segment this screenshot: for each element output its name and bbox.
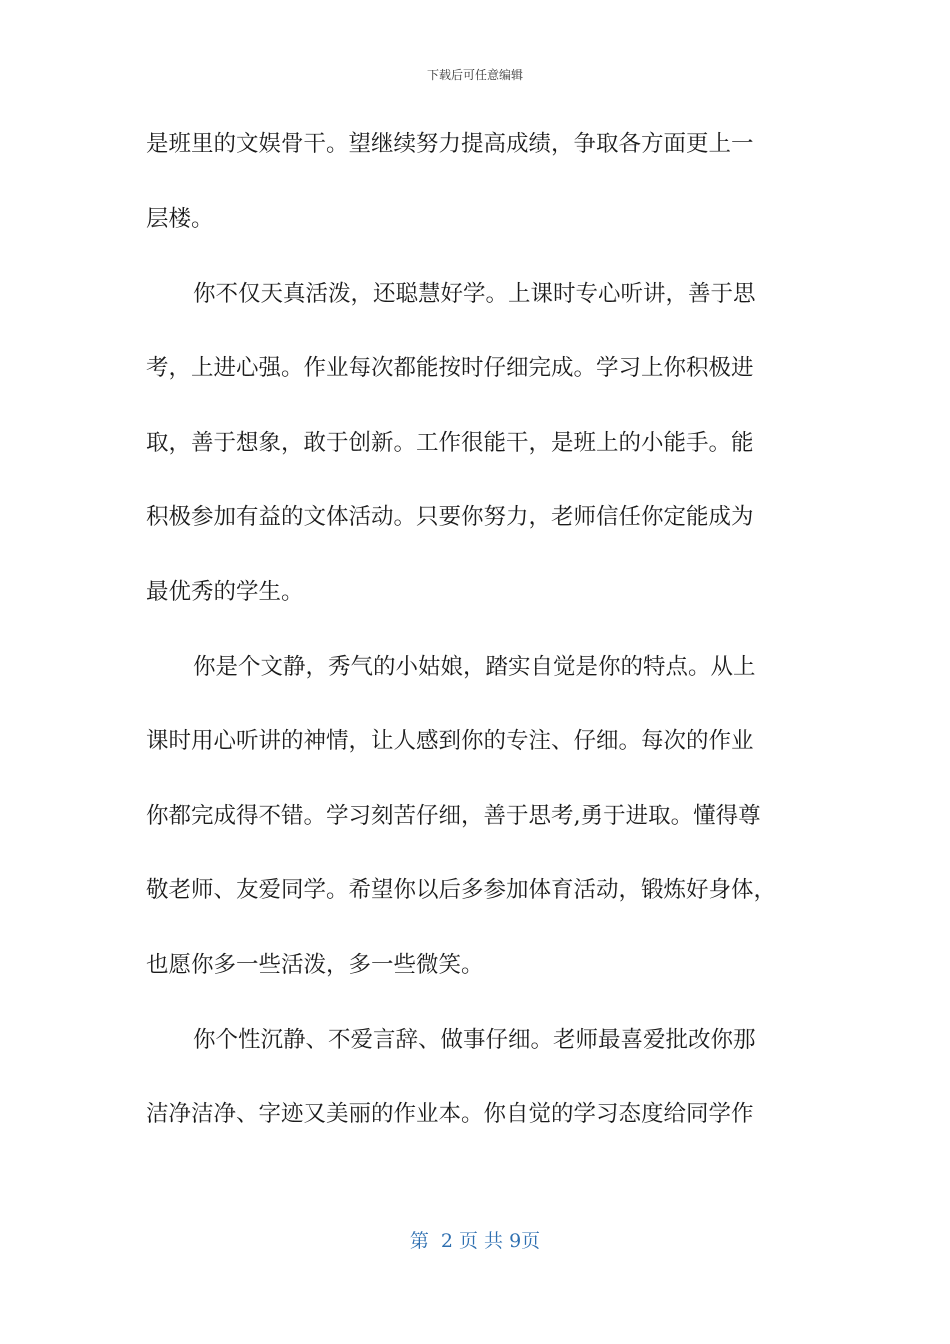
page-header: 下载后可任意编辑 <box>426 68 523 82</box>
paragraph-3-line-1: 你是个文静，秀气的小姑娘，踏实自觉是你的特点。从上 <box>193 653 756 680</box>
paragraph-2-line-4: 积极参加有益的文体活动。只要你努力，老师信任你定能成为 <box>146 504 754 530</box>
paragraph-3-line-4: 敬老师、友爱同学。希望你以后多参加体育活动，锻炼好身体， <box>146 877 777 903</box>
paragraph-2-line-2: 考，上进心强。作业每次都能按时仔细完成。学习上你积极进 <box>146 355 754 381</box>
paragraph-4-line-1: 你个性沉静、不爱言辞、做事仔细。老师最喜爱批改你那 <box>193 1026 756 1053</box>
paragraph-3-line-2: 课时用心听讲的神情，让人感到你的专注、仔细。每次的作业 <box>146 728 754 754</box>
paragraph-2-line-1: 你不仅天真活泼，还聪慧好学。上课时专心听讲，善于思 <box>193 280 756 307</box>
paragraph-2-line-3: 取，善于想象，敢于创新。工作很能干，是班上的小能手。能 <box>146 429 754 456</box>
paragraph-3-line-3: 你都完成得不错。学习刻苦仔细，善于思考,勇于进取。懂得尊 <box>146 802 761 829</box>
paragraph-1-line-1: 是班里的文娱骨干。望继续努力提高成绩，争取各方面更上一 <box>146 131 754 157</box>
document-body <box>146 126 806 1133</box>
paragraph-4-line-2: 洁净洁净、字迹又美丽的作业本。你自觉的学习态度给同学作 <box>146 1101 754 1127</box>
paragraph-3-line-5: 也愿你多一些活泼，多一些微笑。 <box>146 951 484 978</box>
paragraph-1-line-2: 层楼。 <box>146 205 214 232</box>
page-number-footer: 第 2 页 共 9页 <box>409 1230 541 1252</box>
paragraph-2-line-5: 最优秀的学生。 <box>146 578 304 605</box>
